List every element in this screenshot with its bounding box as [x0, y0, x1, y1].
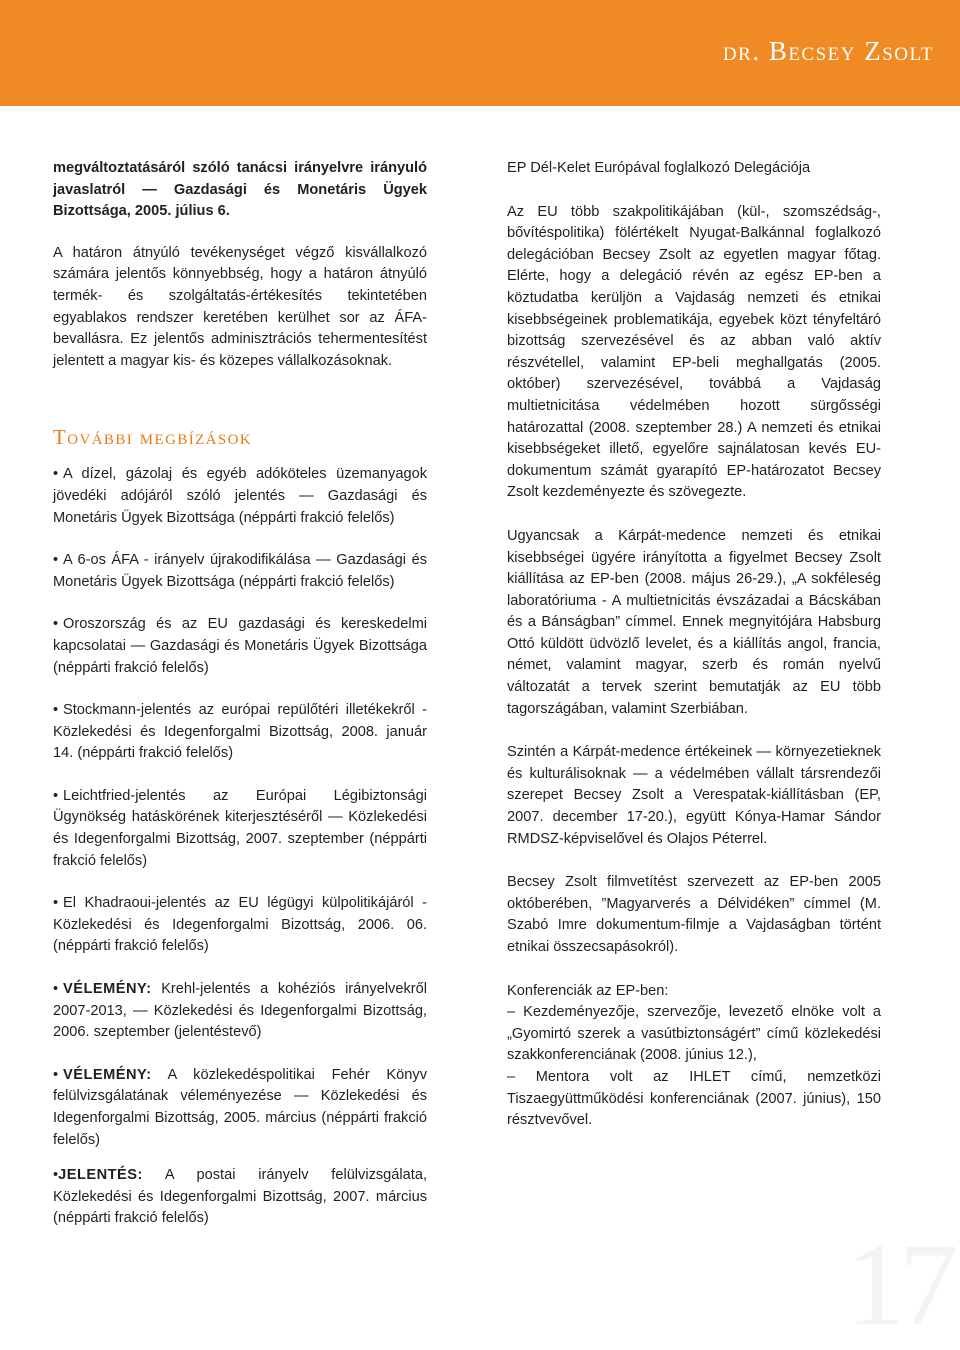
bullet-icon: • — [53, 981, 59, 998]
item-text: Oroszország és az EU gazdasági és kereskedelmi kapcsolatai — Gazdasági és Monetáris Ügyek Bizottsága (néppárti frakció felelős) — [53, 616, 427, 676]
intro-bold-text: megváltoztatásáról szóló tanácsi irányelvre irányuló javaslatról — Gazdasági és Monetáris Ügyek Bizottsága, 2005. július 6. — [53, 160, 427, 220]
item-text: A postai irányelv felülvizsgálata, Közlekedési és Idegenforgalmi Bizottság, 2007. március (néppárti frakció felelős) — [53, 1167, 427, 1227]
list-item — [53, 1065, 427, 1151]
left-column — [53, 158, 427, 1172]
bullet-icon: • — [53, 1066, 59, 1083]
author-name: dr. Becsey Zsolt — [722, 36, 934, 66]
section-heading: További megbízások — [53, 425, 253, 450]
item-text: A dízel, gázolaj és egyéb adóköteles üzemanyagok jövedéki adójáról szóló jelentés — Gazdasági és Monetáris Ügyek Bizottsága (néppárti frakció felelős) — [53, 466, 427, 526]
delegation-paragraph-3: Szintén a Kárpát-medence értékeinek — környezetieknek és kulturálisoknak — a védelmében vállalt társrendezői szerepet Becsey Zsolt a Verespatak-kiállításban (EP, 2007. december 17-20.), együtt Kónya-Hamar Sándor RMDSZ-képviselővel és Olajos Péterrel. — [507, 744, 881, 847]
assignment-list — [53, 464, 427, 1151]
conference-item-1: – Kezdeményezője, szervezője, levezető elnöke volt a „Gyomirtó szerek a vasútbiztonságért” című közlekedési szakkonferenciának (2008. június 12.), — [507, 1004, 881, 1064]
page-number: 17 — [846, 1219, 952, 1350]
bullet-icon: • — [53, 466, 59, 483]
list-item — [53, 614, 427, 679]
header-bar — [0, 0, 960, 106]
bullet-icon: • — [53, 702, 59, 719]
list-item — [53, 550, 427, 593]
right-column — [507, 158, 881, 1132]
bullet-icon: • — [53, 616, 59, 633]
delegation-paragraph-2: Ugyancsak a Kárpát-medence nemzeti és etnikai kisebbségei ügyére irányította a figyelmet Becsey Zsolt kiállítása az EP-ben (2008. május 26-29.), „A sokféleség laboratóriuma - A multietnicitás évszázadai a Bácskában és a Bánságban” címmel. Ennek megnyitójára Habsburg Ottó küldött üdvözlő levelet, és a kiállítás angol, francia, német, valamint magyar, szerb és román nyelvű változatát a tervek szerint bemutatják az EU több tagországában, valamint Szerbiában. — [507, 527, 881, 717]
bullet-icon: • — [53, 552, 59, 569]
item-text: El Khadraoui-jelentés az EU légügyi külpolitikájáról - Közlekedési és Idegenforgalmi Bizottság, 2006. 06. (néppárti frakció felelős) — [53, 895, 427, 955]
list-item — [53, 893, 427, 958]
delegation-paragraph-1: Az EU több szakpolitikájában (kül-, szomszédság-, bővítéspolitika) fölértékelt Nyugat-Balkánnal foglalkozó delegációban Becsey Zsolt az egyetlen magyar főtag. Elérte, hogy a delegáció révén az egész EP-ben a köztudatba kerüljön a Vajdaság nemzeti és etnikai kisebbségeinek problematikája, egyebek közt tényfeltáró bizottság szervezésével és az abban való aktív részvétellel, valamint EP-beli meghallgatás (2005. október) szervezésével, továbbá a Vajdaság multietnicitása védelmében hozott sürgősségi határozattal (2008. szeptember 28.) A nemzeti és etnikai kisebbségeket illető, egyelőre sajnálatosan kevés EU-dokumentum számát gyarapító EP-határozatot Becsey Zsolt kezdeményezte és szövegezte. — [507, 203, 881, 501]
delegation-heading: EP Dél-Kelet Európával foglalkozó Delegációja — [507, 160, 811, 176]
list-item — [53, 786, 427, 872]
item-label: VÉLEMÉNY: — [63, 1066, 152, 1083]
bullet-icon: • — [53, 895, 59, 912]
item-label: JELENTÉS: — [58, 1167, 143, 1183]
conference-item-2: – Mentora volt az IHLET című, nemzetközi Tiszaegyüttműködési konferenciának (2007. június), 150 résztvevővel. — [507, 1068, 881, 1129]
list-item — [53, 1165, 427, 1230]
list-item — [53, 700, 427, 765]
list-item — [53, 464, 427, 529]
delegation-paragraph-4: Becsey Zsolt filmvetítést szervezett az EP-ben 2005 októberében, ”Magyarverés a Délvidéken” címmel (M. Szabó Imre dokumentum-filmje a Vajdaságban történt etnikai összecsapásokról). — [507, 874, 881, 955]
item-text: A 6-os ÁFA - irányelv újrakodifikálása — Gazdasági és Monetáris Ügyek Bizottsága (néppárti frakció felelős) — [53, 552, 427, 590]
item-text: Krehl-jelentés a kohéziós irányelvekről 2007-2013, — Közlekedési és Idegenforgalmi Bizottság, 2006. szeptember (jelentéstevő) — [53, 981, 427, 1041]
item-label: VÉLEMÉNY: — [63, 981, 152, 998]
item-text: Leichtfried-jelentés az Európai Légibiztonsági Ügynökség hatáskörének kiterjesztéséről — Közlekedési és Idegenforgalmi Bizottság, 2007. szeptember (néppárti frakció felelős) — [53, 787, 427, 869]
intro-paragraph: A határon átnyúló tevékenységet végző kisvállalkozó számára jelentős könnyebbség, hogy a határon átnyúló termék- és szolgáltatás-értékesítés tekintetében egyablakos rendszer keretében kerülhet sor az ÁFA-bevallásra. Ez jelentős adminisztrációs tehermentesítést jelentett a magyar kis- és közepes vállalkozásoknak. — [53, 244, 427, 369]
item-text: Stockmann-jelentés az európai repülőtéri illetékekről - Közlekedési és Idegenforgalmi Bizottság, 2008. január 14. (néppárti frakció felelős) — [53, 702, 427, 762]
bullet-icon: • — [53, 787, 59, 804]
conference-title: Konferenciák az EP-ben: — [507, 982, 669, 999]
list-item — [53, 979, 427, 1044]
bullet-icon: • — [53, 1167, 59, 1183]
item-text: A közlekedéspolitikai Fehér Könyv felülvizsgálatának véleményezése — Közlekedési és Idegenforgalmi Bizottság, 2005. március (néppárti frakció felelős) — [53, 1066, 427, 1148]
last-assignment — [53, 1165, 427, 1230]
